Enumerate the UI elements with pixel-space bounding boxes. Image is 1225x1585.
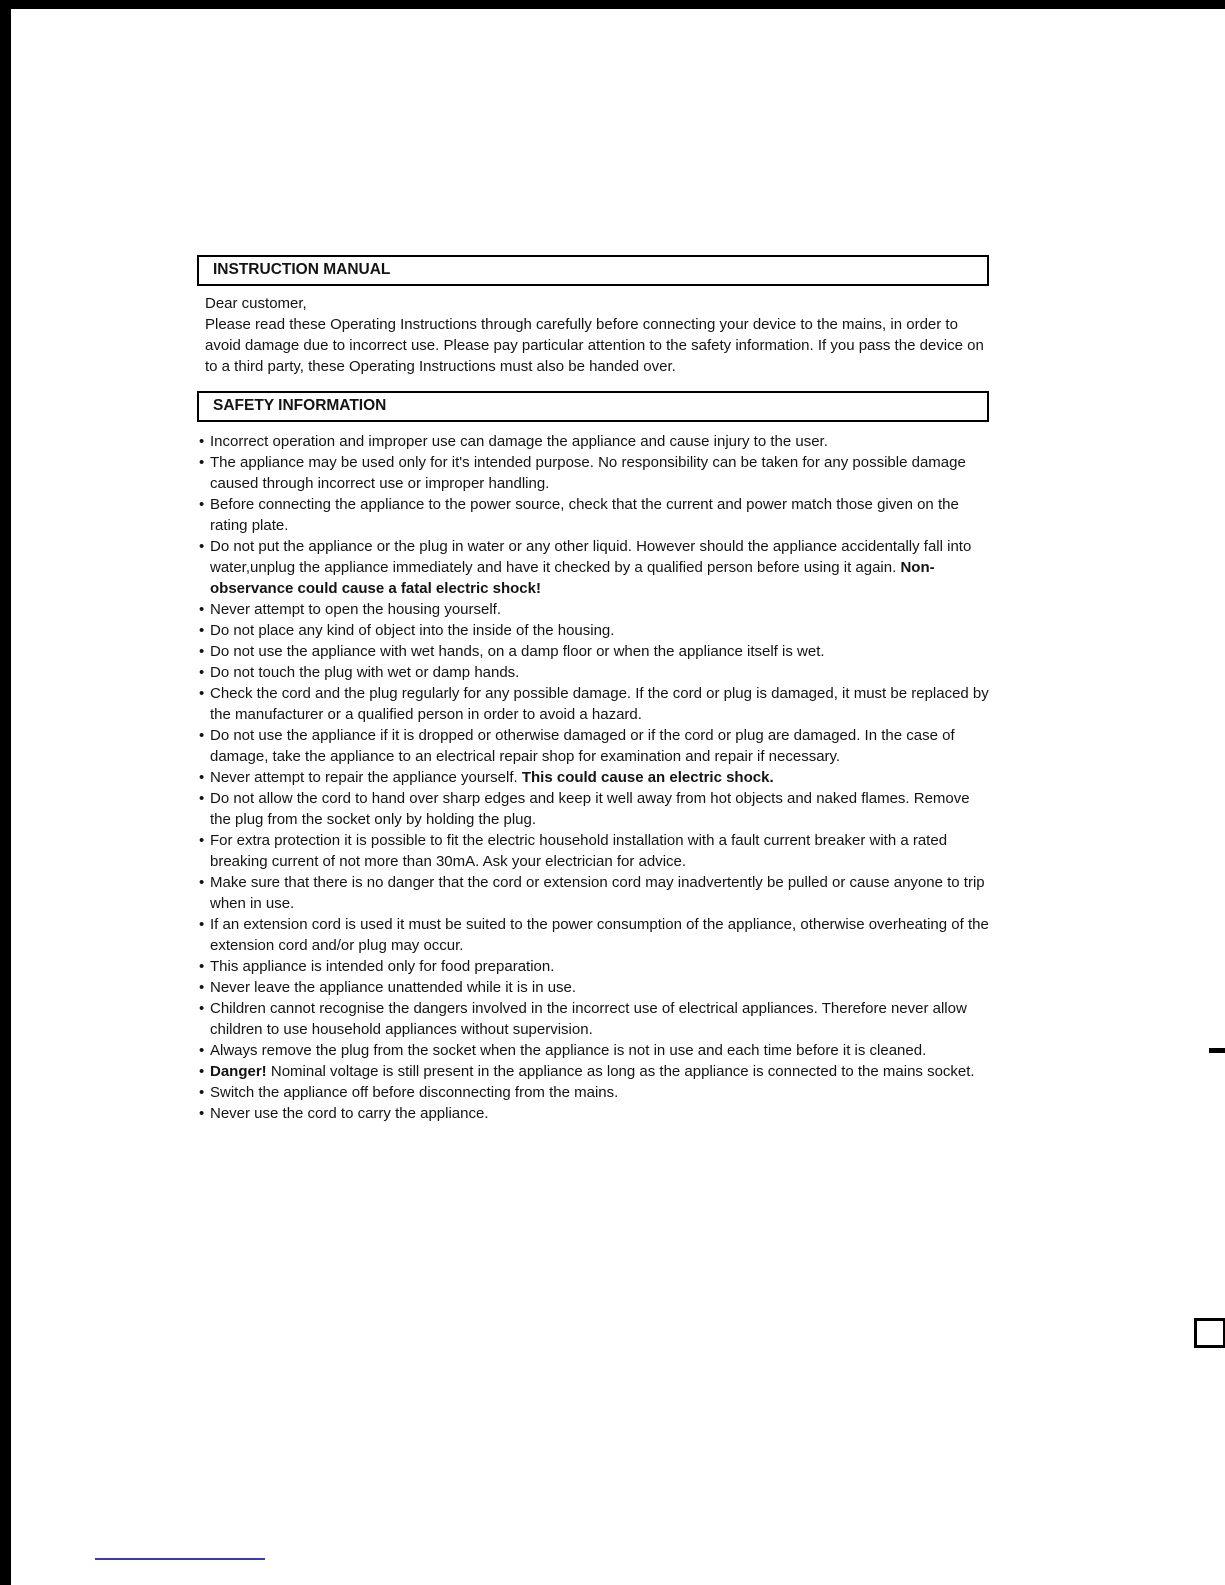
safety-item-text: This appliance is intended only for food preparation. — [210, 958, 555, 975]
bullet-icon: • — [199, 958, 205, 975]
bullet-icon: • — [199, 1042, 205, 1059]
bullet-icon: • — [199, 769, 205, 786]
bullet-icon: • — [199, 622, 205, 639]
bullet-icon: • — [199, 601, 205, 618]
safety-item-text: The appliance may be used only for it's intended purpose. No responsibility can be taken for any possible damage caused through incorrect use or improper handling. — [210, 454, 966, 492]
safety-item-text: Never attempt to repair the appliance yourself. — [210, 769, 522, 786]
intro-paragraph — [205, 293, 989, 377]
bullet-icon: • — [199, 1000, 205, 1017]
scan-edge-left — [0, 0, 11, 1585]
bullet-icon: • — [199, 1105, 205, 1122]
safety-item-text: Nominal voltage is still present in the appliance as long as the appliance is connected to the mains socket. — [266, 1063, 975, 1080]
safety-list-item — [199, 599, 989, 620]
safety-list-item — [199, 662, 989, 683]
safety-list-item — [199, 1103, 989, 1124]
safety-item-text: Do not touch the plug with wet or damp hands. — [210, 664, 520, 681]
safety-list-item — [199, 956, 989, 977]
safety-list-item — [199, 1061, 989, 1082]
safety-item-text: Never attempt to open the housing yourself. — [210, 601, 502, 618]
bullet-icon: • — [199, 454, 205, 471]
bullet-icon: • — [199, 1084, 205, 1101]
bullet-icon: • — [199, 790, 205, 807]
bullet-icon: • — [199, 496, 205, 513]
safety-list-item — [199, 872, 989, 914]
section-title-instruction-manual: INSTRUCTION MANUAL — [213, 261, 391, 278]
scan-artifact-corner-box — [1194, 1318, 1225, 1348]
safety-item-text: Children cannot recognise the dangers involved in the incorrect use of electrical appliances. Therefore never allow children to use household appliances without supervision. — [210, 1000, 967, 1038]
bullet-icon: • — [199, 727, 205, 744]
safety-list-item — [199, 494, 989, 536]
section-header-safety-information — [197, 391, 989, 422]
bullet-icon: • — [199, 643, 205, 660]
bullet-icon: • — [199, 874, 205, 891]
safety-item-text-bold: This could cause an electric shock. — [521, 769, 774, 786]
safety-item-text: If an extension cord is used it must be suited to the power consumption of the appliance, otherwise overheating of the extension cord and/or plug may occur. — [210, 916, 989, 954]
safety-list-item — [199, 788, 989, 830]
safety-list-item — [199, 830, 989, 872]
safety-item-text: Check the cord and the plug regularly for any possible damage. If the cord or plug is damaged, it must be replaced by the manufacturer or a qualified person in order to avoid a hazard. — [210, 685, 989, 723]
page-content — [197, 255, 989, 1124]
scan-edge-top — [0, 0, 1225, 9]
bullet-icon: • — [199, 832, 205, 849]
intro-body: Please read these Operating Instructions through carefully before connecting your device to the mains, in order to avoid damage due to incorrect use. Please pay particular attention to the safety information. If you pass the device on to a third party, these Operating Instructions must also be handed over. — [205, 316, 984, 375]
safety-item-text: Do not use the appliance with wet hands, on a damp floor or when the appliance itself is wet. — [210, 643, 825, 660]
safety-item-text: Never leave the appliance unattended while it is in use. — [210, 979, 577, 996]
safety-item-text: Make sure that there is no danger that the cord or extension cord may inadvertently be pulled or cause anyone to trip when in use. — [210, 874, 985, 912]
scan-artifact-right-tick — [1209, 1048, 1225, 1053]
safety-list-item — [199, 1082, 989, 1103]
section-header-instruction-manual — [197, 255, 989, 286]
safety-list-item — [199, 914, 989, 956]
safety-list-item — [199, 683, 989, 725]
bullet-icon: • — [199, 538, 205, 555]
bullet-icon: • — [199, 1063, 205, 1080]
safety-list-item — [199, 620, 989, 641]
intro-salutation: Dear customer, — [205, 295, 307, 312]
safety-item-text: Always remove the plug from the socket when the appliance is not in use and each time before it is cleaned. — [210, 1042, 927, 1059]
scan-artifact-bottom-line — [95, 1558, 265, 1560]
safety-list-item — [199, 452, 989, 494]
safety-list-item — [199, 536, 989, 599]
safety-item-text: Incorrect operation and improper use can damage the appliance and cause injury to the user. — [210, 433, 828, 450]
safety-list-item — [199, 767, 989, 788]
safety-list-item — [199, 1040, 989, 1061]
safety-item-text: Do not use the appliance if it is dropped or otherwise damaged or if the cord or plug are damaged. In the case of damage, take the appliance to an electrical repair shop for examination and repair if necessary. — [210, 727, 955, 765]
safety-list-item — [199, 977, 989, 998]
safety-list — [199, 431, 989, 1124]
safety-item-text: Do not allow the cord to hand over sharp edges and keep it well away from hot objects and naked flames. Remove the plug from the socket only by holding the plug. — [210, 790, 970, 828]
safety-item-text: For extra protection it is possible to fit the electric household installation with a fault current breaker with a rated breaking current of not more than 30mA. Ask your electrician for advice. — [210, 832, 948, 870]
bullet-icon: • — [199, 685, 205, 702]
safety-list-item — [199, 998, 989, 1040]
bullet-icon: • — [199, 916, 205, 933]
safety-item-text: Do not place any kind of object into the inside of the housing. — [210, 622, 615, 639]
bullet-icon: • — [199, 664, 205, 681]
safety-list-item — [199, 431, 989, 452]
safety-item-text: Do not put the appliance or the plug in water or any other liquid. However should the appliance accidentally fall into water,unplug the appliance immediately and have it checked by a qualified person before using it again. — [210, 538, 972, 576]
safety-item-text-bold: Non-observance could cause a fatal electric shock! — [210, 559, 935, 597]
safety-list-item — [199, 725, 989, 767]
safety-item-text: Switch the appliance off before disconnecting from the mains. — [210, 1084, 619, 1101]
safety-list-item — [199, 641, 989, 662]
safety-item-text: Never use the cord to carry the appliance. — [210, 1105, 489, 1122]
bullet-icon: • — [199, 979, 205, 996]
bullet-icon: • — [199, 433, 205, 450]
safety-item-text: Before connecting the appliance to the power source, check that the current and power match those given on the rating plate. — [210, 496, 959, 534]
safety-item-text-bold: Danger! — [210, 1063, 267, 1080]
section-title-safety-information: SAFETY INFORMATION — [213, 397, 387, 414]
